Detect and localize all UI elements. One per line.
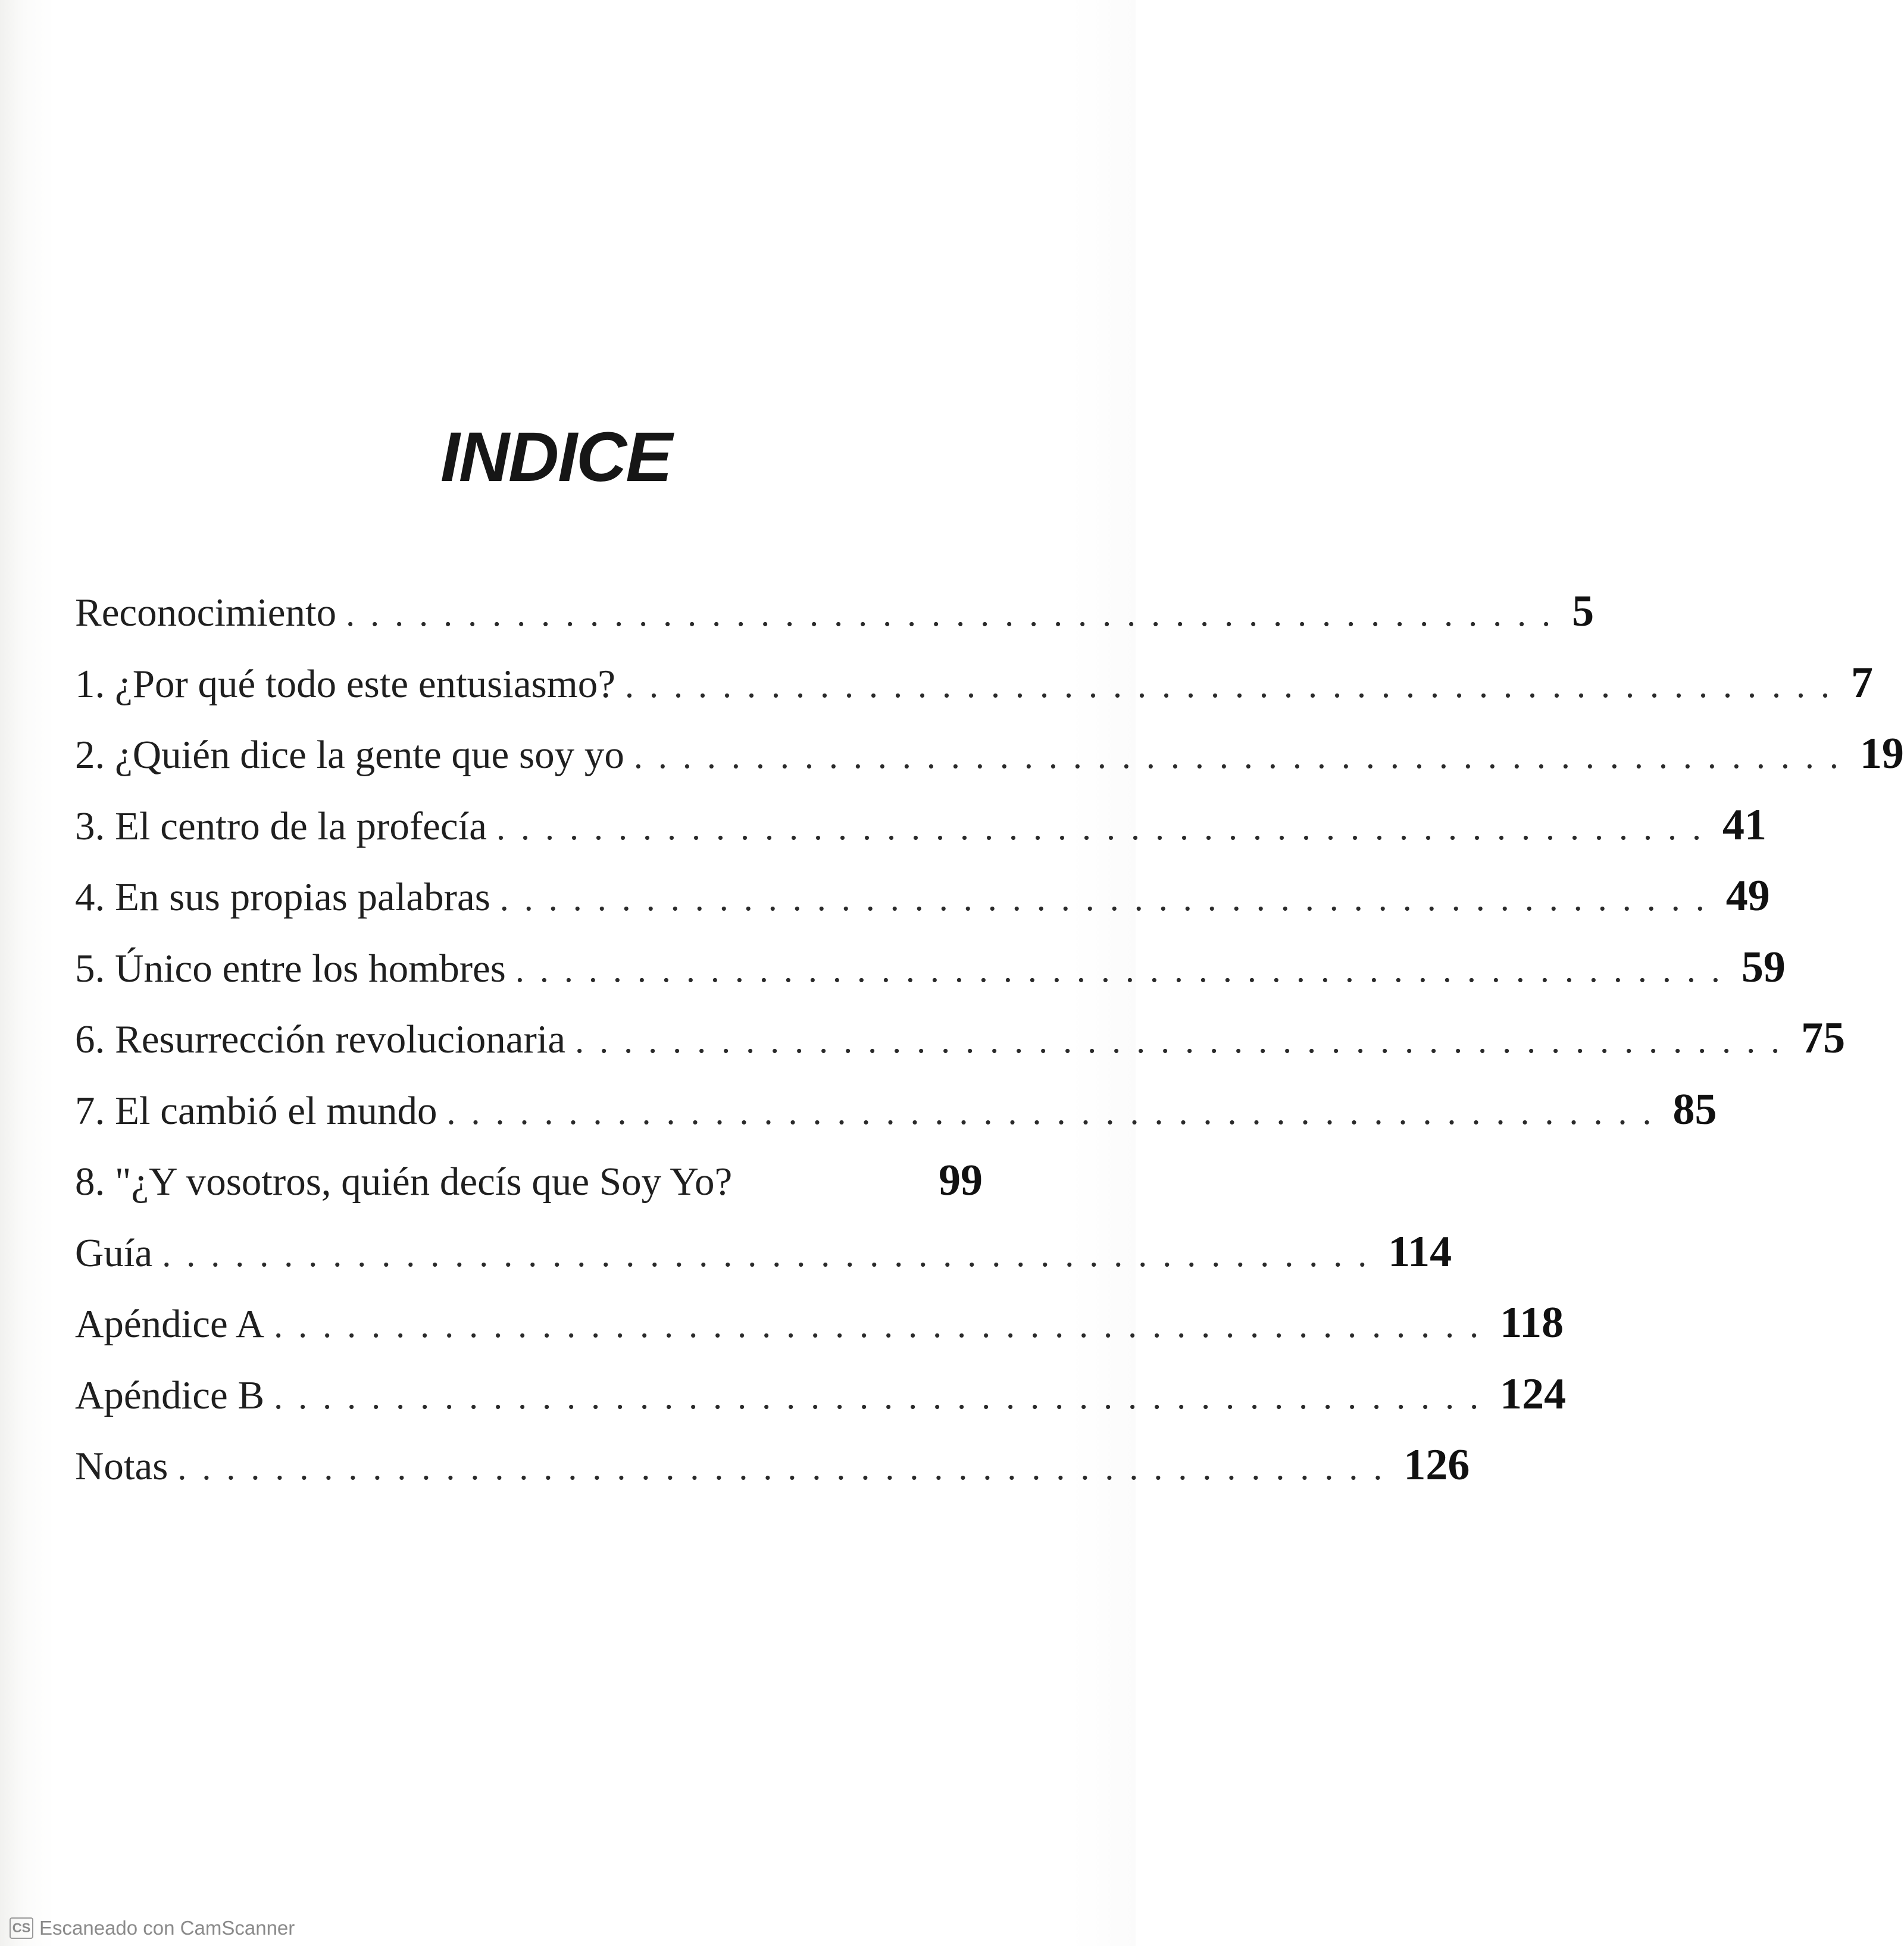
dot-leader: ..................................................: [274, 1305, 1495, 1345]
dot-leader: ..................................................: [633, 736, 1854, 776]
scanner-watermark-text: Escaneado con CamScanner: [39, 1917, 295, 1939]
dot-leader: ..................................................: [177, 1448, 1398, 1487]
toc-entry: [75, 729, 1904, 800]
toc-entry-label: 7. El cambió el mundo: [75, 1088, 437, 1133]
toc-entry: [75, 871, 1770, 942]
page-title: INDICE: [440, 418, 671, 496]
toc-entry-page: 75: [1801, 1014, 1846, 1063]
toc-entry-label: 2. ¿Quién dice la gente que soy yo: [75, 733, 624, 777]
table-of-contents: [75, 586, 1904, 1511]
toc-entry-label: 6. Resurrección revolucionaria: [75, 1017, 566, 1061]
dot-leader: ..................................................: [625, 665, 1846, 705]
toc-entry: [75, 1369, 1567, 1441]
toc-entry: [75, 1227, 1452, 1298]
dot-leader: ..................................................: [162, 1234, 1383, 1274]
toc-entry-label: Guía: [75, 1230, 153, 1275]
toc-entry-page: 19: [1859, 729, 1904, 778]
scanner-watermark: [10, 1917, 295, 1939]
camscanner-logo-icon: CS: [10, 1917, 33, 1939]
toc-entry-page: 99: [939, 1156, 983, 1205]
toc-entry-page: 5: [1572, 587, 1595, 636]
toc-entry: [75, 1085, 1717, 1156]
toc-entry: [75, 1013, 1846, 1085]
toc-entry-page: 85: [1672, 1085, 1717, 1134]
dot-leader: ..................................................: [575, 1021, 1796, 1060]
toc-entry-page: 59: [1741, 942, 1786, 992]
dot-leader: ..................................................: [346, 594, 1567, 633]
toc-entry-label: 8. "¿Y vosotros, quién decís que Soy Yo?: [75, 1160, 733, 1204]
toc-entry-page: 49: [1725, 872, 1770, 920]
toc-entry: [75, 1440, 1470, 1511]
dot-leader: ..................................................: [496, 807, 1717, 847]
toc-entry-page: 41: [1722, 800, 1767, 849]
toc-entry-page: 7: [1851, 658, 1874, 707]
toc-entry-label: 3. El centro de la profecía: [75, 804, 487, 848]
toc-entry-label: Apéndice B: [75, 1373, 265, 1417]
toc-entry-label: Apéndice A: [75, 1302, 265, 1346]
toc-entry: [75, 586, 1595, 658]
toc-entry-page: 114: [1388, 1227, 1452, 1276]
toc-entry-page: 126: [1403, 1441, 1470, 1489]
toc-entry-label: 4. En sus propias palabras: [75, 875, 490, 919]
dot-leader: ..................................................: [515, 949, 1736, 989]
toc-entry: [75, 800, 1767, 872]
toc-entry-page: 118: [1500, 1298, 1564, 1347]
toc-entry: [75, 1155, 983, 1227]
toc-entry-label: Reconocimiento: [75, 591, 337, 635]
toc-entry-label: 5. Único entre los hombres: [75, 946, 506, 991]
toc-entry: [75, 1298, 1564, 1369]
toc-entry-label: Notas: [75, 1444, 168, 1488]
toc-entry-label: 1. ¿Por qué todo este entusiasmo?: [75, 661, 616, 706]
dot-leader: ..................................................: [499, 879, 1720, 918]
dot-leader: ..................................................: [274, 1376, 1495, 1416]
dot-leader: ..................................................: [446, 1092, 1667, 1132]
toc-entry-page: 124: [1500, 1369, 1567, 1419]
toc-entry: [75, 658, 1874, 729]
toc-entry: [75, 942, 1786, 1014]
